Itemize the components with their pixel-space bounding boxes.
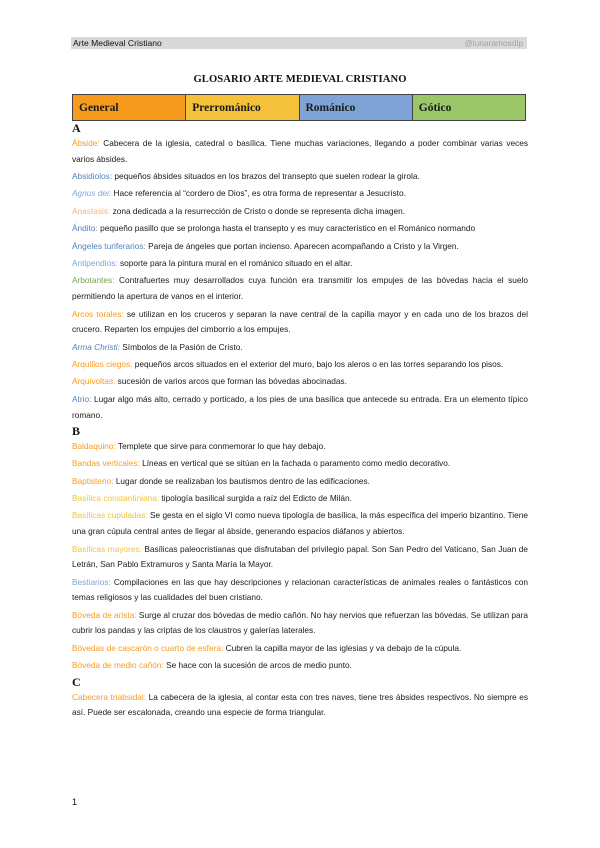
glossary-entry xyxy=(72,136,528,167)
glossary-term: Arquillos ciegos: xyxy=(72,359,133,370)
legend-gotico xyxy=(413,95,525,120)
glossary-term: Bandas verticales: xyxy=(72,458,140,469)
glossary-definition: zona dedicada a la resurrección de Cristo o donde se representa dicha imagen. xyxy=(110,205,405,216)
glossary-entry xyxy=(72,690,528,721)
glossary-definition: Contrafuertes muy desarrollados cuya función era transmitir los empujes de las bóvedas hacia el suelo permitiendo la apertura de vanos en el interior. xyxy=(72,275,528,302)
glossary-definition: soporte para la pintura mural en el románico situado en el altar. xyxy=(117,258,353,269)
glossary-entry xyxy=(72,658,528,674)
glossary-entry xyxy=(72,392,528,423)
legend-romanico xyxy=(300,95,413,120)
glossary-entry xyxy=(72,204,528,220)
glossary-entry xyxy=(72,439,528,455)
glossary-term: Arquivoltas: xyxy=(72,376,116,387)
glossary-definition: Hace referencia al “cordero de Dios”, es otra forma de representar a Jesucristo. xyxy=(111,188,406,199)
glossary-definition: Se gesta en el siglo VI como nueva tipología de basílica, la más específica del imperio bizantino. Tiene una gran cúpula central antes de llegar al ábside, generando espacios diáfanos y abiertos. xyxy=(72,510,528,537)
glossary-term: Agnus dei: xyxy=(72,188,112,199)
glossary-entry xyxy=(72,542,528,573)
glossary-term: Bóveda de arista: xyxy=(72,609,137,620)
legend-prerromanico xyxy=(186,95,299,120)
glossary-entry xyxy=(72,491,528,507)
glossary-definition: Templete que sirve para conmemorar lo que hay debajo. xyxy=(115,440,326,451)
legend-prerromanico-label: Prerrománico xyxy=(192,101,261,114)
color-legend xyxy=(72,94,526,121)
glossary-definition: Basílicas paleocristianas que disfrutaban del privilegio papal. Son San Pedro del Vaticano, San Juan de Letrán, San Pablo Extramuros y Santa María la Mayor. xyxy=(72,543,528,570)
header-title: Arte Medieval Cristiano xyxy=(73,38,162,48)
legend-general-label: General xyxy=(79,101,119,114)
glossary-entry xyxy=(72,256,528,272)
glossary-term: Arbotantes: xyxy=(72,275,115,286)
glossary-term: Bóveda de medio cañón: xyxy=(72,660,164,671)
section-letter: B xyxy=(72,423,81,438)
glossary-term: Cabecera triabsidal: xyxy=(72,691,147,702)
glossary-entry xyxy=(72,575,528,606)
glossary-definition: Compilaciones en las que hay descripciones y relacionan características de animales reales o fantásticos con temas religiosos y las cualidades del buen cristiano. xyxy=(72,576,528,603)
glossary-definition: pequeño pasillo que se prolonga hasta el transepto y es muy característico en el Románico normando xyxy=(97,223,476,234)
glossary-term: Atrio: xyxy=(72,393,92,404)
glossary-definition: Surge al cruzar dos bóvedas de medio cañón. No hay nervios que refuerzan las bóvedas. Se utilizan para cubrir los pandas y las criptas de los claustros y galerías laterales. xyxy=(72,609,528,636)
document-title: GLOSARIO ARTE MEDIEVAL CRISTIANO xyxy=(193,74,407,85)
glossary-entry xyxy=(72,456,528,472)
glossary-entry xyxy=(72,608,528,639)
glossary-definition: Cubren la capilla mayor de las iglesias y va debajo de la cúpula. xyxy=(223,642,462,653)
glossary-term: Baptisterio: xyxy=(72,475,114,486)
glossary-term: Ábside: xyxy=(72,138,100,148)
glossary-term: Baldaquino: xyxy=(72,440,116,451)
glossary-entry xyxy=(72,221,528,237)
glossary-term: Arma Christi: xyxy=(72,341,120,352)
glossary-definition: sucesión de varios arcos que forman las bóvedas abocinadas. xyxy=(115,376,347,387)
glossary-term: Bóvedas de cascarón o cuarto de esfera: xyxy=(72,642,224,653)
glossary-entry xyxy=(72,641,528,657)
glossary-definition: La cabecera de la iglesia, al contar esta con tres naves, tiene tres ábsides respectivos. No siempre es así. Puede ser escalonada, creando una especie de forma triangular. xyxy=(72,691,528,718)
section-letter: A xyxy=(72,121,81,135)
header-author-handle: @lunaramosdlp xyxy=(464,38,523,48)
glossary-definition: Se hace con la sucesión de arcos de medio punto. xyxy=(163,660,352,671)
glossary-term: Basílicas mayores: xyxy=(72,543,142,554)
glossary-term: Anastasis: xyxy=(72,205,111,216)
running-header xyxy=(71,37,527,49)
glossary-definition: pequeños arcos situados en el exterior del muro, bajo los aleros o en las torres separando los pisos. xyxy=(132,359,504,370)
glossary-entry xyxy=(72,239,528,255)
glossary-term: Basílicas cupuladas: xyxy=(72,510,148,521)
glossary-entry xyxy=(72,169,528,185)
glossary-entry xyxy=(72,474,528,490)
glossary-definition: Lugar algo más alto, cerrado y porticado, a los pies de una basílica que antecede su entrada. Era un elemento típico romano. xyxy=(72,393,528,420)
legend-romanico-label: Románico xyxy=(305,101,356,114)
glossary-definition: Líneas en vertical que se sitúan en la fachada o paramento como medio decorativo. xyxy=(139,458,451,469)
glossary-entry xyxy=(72,186,528,202)
glossary-entry xyxy=(72,357,528,373)
glossary-entry xyxy=(72,273,528,304)
glossary-term: Basílica constantiniana: xyxy=(72,493,160,504)
legend-gotico-label: Gótico xyxy=(418,101,452,114)
glossary-definition: tipología basilical surgida a raíz del Edicto de Milán. xyxy=(159,493,352,504)
glossary-term: Ángeles turiferarios: xyxy=(72,240,146,251)
glossary-term: Ándito: xyxy=(72,223,98,234)
glossary-entry xyxy=(72,374,528,390)
glossary-definition: Lugar donde se realizaban los bautismos dentro de las edificaciones. xyxy=(113,475,370,486)
section-letter: C xyxy=(72,674,81,689)
glossary-term: Bestiarios: xyxy=(72,576,111,587)
legend-general xyxy=(73,95,186,120)
page-number: 1 xyxy=(72,797,78,807)
glossary-body xyxy=(72,122,528,723)
glossary-definition: se utilizan en los cruceros y separan la nave central de la capilla mayor y en cada uno de los brazos del crucero. Reparten los empujes del cimborrio a los empujes. xyxy=(72,308,528,335)
glossary-definition: Símbolos de la Pasión de Cristo. xyxy=(119,341,243,352)
glossary-definition: pequeños ábsides situados en los brazos del transepto que suelen rodear la girola. xyxy=(112,171,420,182)
glossary-definition: Pareja de ángeles que portan incienso. Aparecen acompañando a Cristo y la Virgen. xyxy=(145,240,459,251)
glossary-term: Arcos torales: xyxy=(72,308,124,319)
glossary-entry xyxy=(72,508,528,539)
glossary-entry xyxy=(72,340,528,356)
glossary-term: Antipendios: xyxy=(72,258,118,269)
glossary-term: Absidiolos: xyxy=(72,171,113,182)
glossary-entry xyxy=(72,307,528,338)
glossary-definition: Cabecera de la iglesia, catedral o basílica. Tiene muchas variaciones, llegando a poder combinar varias veces varios ábsides. xyxy=(72,138,528,164)
